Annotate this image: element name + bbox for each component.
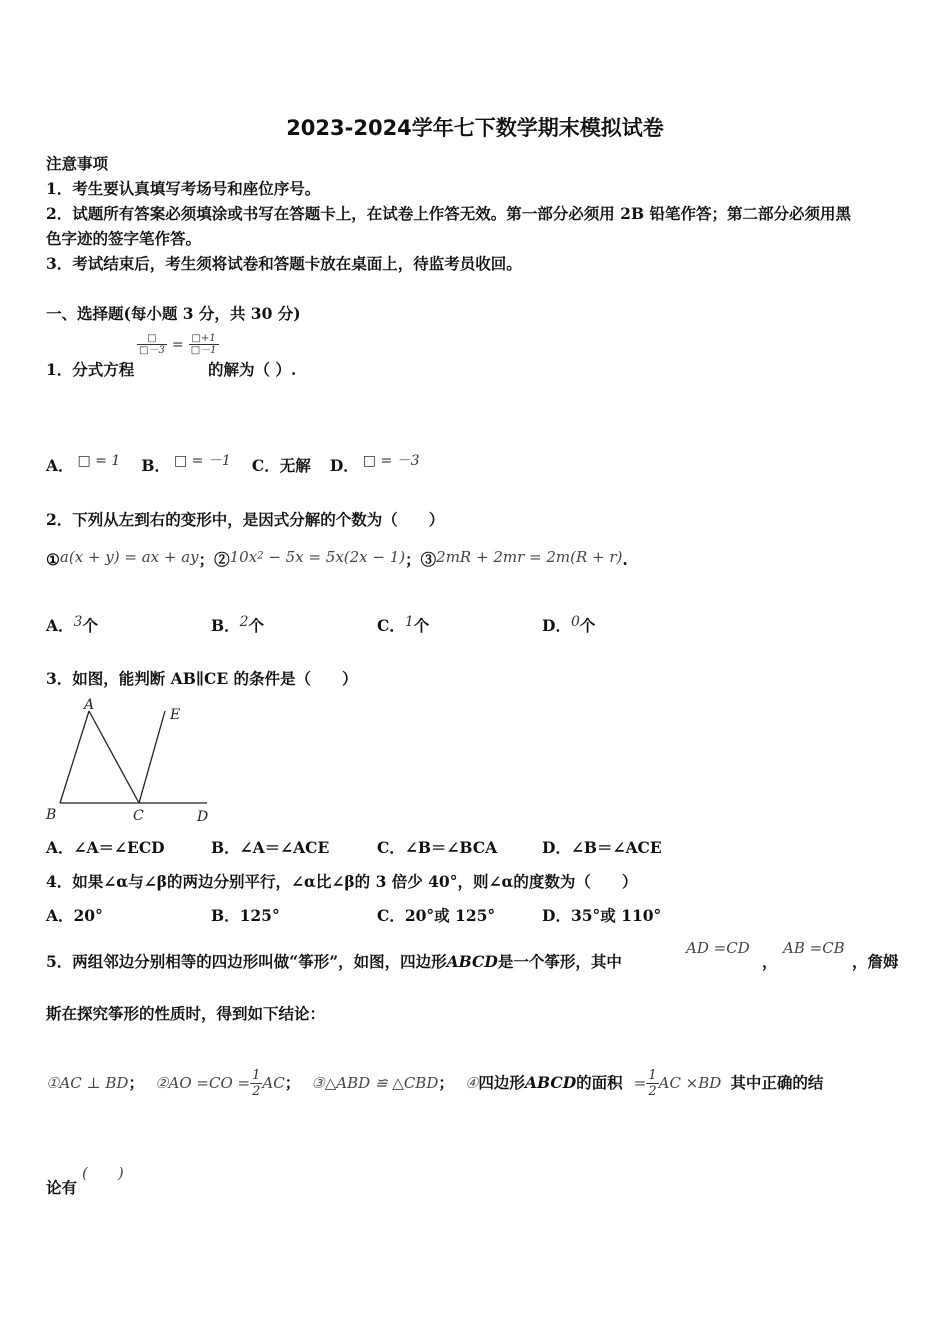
question-2-option-b: B．2个 [211,614,265,635]
line-ba [60,711,89,803]
question-5-answer-paren: ( ) [82,1164,124,1182]
question-2-option-d: D．0个 [542,614,596,635]
question-1-options: A． □ = 1 B． □ = －1 C．无解 D． □ = －3 [46,453,420,475]
question-5-conclusions: ①AC ⊥ BD； ②AO =CO = $\frac{1}{2}$ AC； ③△ABD ≌ △CBD； ④四边形ABCD的面积 = $\frac{1}{2}$ AC ×BD 其中正确的结 [46,1068,824,1099]
question-1-suffix: 的解为（ ）. [208,360,297,379]
question-2-expressions: ①a(x + y) = ax + ay；$②10x^2 - 5x = 5x(2x - 1)$；③2mR + 2mr = 2m(R + r). [46,548,628,569]
question-2-stem: 2．下列从左到右的变形中，是因式分解的个数为（ ） [46,510,445,529]
question-4-option-d: D．35°或 110° [542,906,662,925]
question-1-equation: $\frac{□}{□-3}$ = $\frac{□+1}{□-1}$ [139,333,217,356]
notice-heading: 注意事项 [46,154,109,173]
label-c: C [133,808,144,824]
label-b: B [46,807,57,823]
line-ac [89,711,139,803]
label-e: E [170,707,181,723]
question-5-cond-1: AD =CD [686,939,750,957]
notice-item: 色字迹的签字笔作答。 [46,229,202,248]
notice-item: 3．考试结束后，考生须将试卷和答题卡放在桌面上，待监考员收回。 [46,254,522,273]
question-2-option-a: A．3个 [46,614,98,635]
question-5-line-1-end: ，詹姆 [852,952,899,971]
question-5-line-2: 斯在探究筝形的性质时，得到如下结论： [46,1004,326,1023]
page-title: 2023-2024学年七下数学期末模拟试卷 [286,116,664,140]
question-5-cond-2: AB =CB [783,939,845,957]
question-1-prefix: 1．分式方程 [46,360,135,379]
question-3-figure [40,693,220,828]
section-heading: 一、选择题(每小题 3 分，共 30 分) [46,304,301,323]
question-3-option-a: A．∠A＝∠ECD [46,838,165,857]
question-3-option-c: C．∠B＝∠BCA [377,838,498,857]
question-3-option-b: B．∠A＝∠ACE [211,838,330,857]
question-5-comma: ， [762,952,778,971]
notice-item: 2．试题所有答案必须填涂或书写在答题卡上，在试卷上作答无效。第一部分必须用 2B 铅笔作答；第二部分必须用黑 [46,204,851,223]
notice-item: 1．考生要认真填写考场号和座位序号。 [46,179,321,198]
label-a: A [84,697,95,713]
question-3-stem: 3．如图，能判断 AB∥CE 的条件是（ ） [46,669,358,688]
question-4-stem: 4．如果∠α与∠β的两边分别平行，∠α比∠β的 3 倍少 40°，则∠α的度数为（ ） [46,872,638,891]
question-3-option-d: D．∠B＝∠ACE [542,838,662,857]
line-ce [139,711,165,803]
question-2-option-c: C．1个 [377,614,430,635]
question-4-option-c: C．20°或 125° [377,906,496,925]
label-d: D [197,809,209,825]
question-4-option-b: B．125° [211,906,280,925]
question-5-line-1: 5．两组邻边分别相等的四边形叫做“筝形”，如图，四边形ABCD是一个筝形，其中 [46,952,622,971]
question-5-line-4: 论有 [46,1178,78,1197]
question-4-option-a: A．20° [46,906,103,925]
